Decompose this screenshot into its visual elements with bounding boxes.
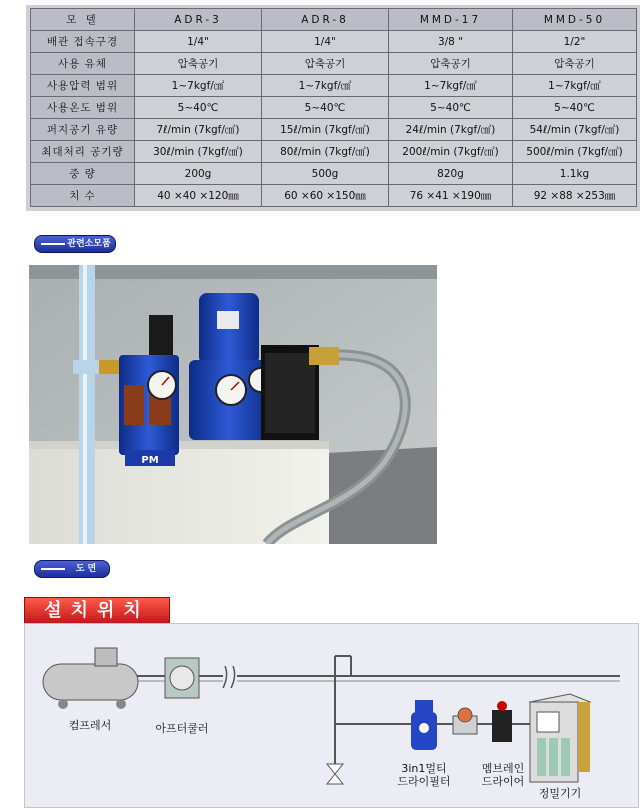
- spec-value: 76 ×41 ×190㎜: [389, 185, 513, 207]
- multi-dry-filter-icon: [411, 700, 437, 750]
- spec-table-panel: [26, 5, 640, 211]
- model-header-label: 모 델: [31, 9, 135, 31]
- spec-value: 1~7kgf/㎠: [262, 75, 389, 97]
- small-filter-unit-icon: [453, 708, 477, 734]
- product-photo: [29, 265, 437, 544]
- spec-value: 압축공기: [262, 53, 389, 75]
- spec-row: [31, 119, 637, 141]
- spec-row-label: 사용온도 범위: [31, 97, 135, 119]
- spec-row-label: 중 량: [31, 163, 135, 185]
- model-name: ADR-8: [262, 9, 389, 31]
- spec-row: [31, 141, 637, 163]
- spec-value: 200g: [135, 163, 262, 185]
- install-diagram-svg: [25, 624, 638, 807]
- compressor-icon: [43, 648, 138, 709]
- spec-value: 1~7kgf/㎠: [135, 75, 262, 97]
- accessories-label-text: 관련소모품: [67, 239, 111, 249]
- spec-value: 압축공기: [135, 53, 262, 75]
- precision-equipment-label: 정밀기기: [538, 787, 582, 800]
- spec-row-label: 배관 접속구경: [31, 31, 135, 53]
- spec-value: 1~7kgf/㎠: [389, 75, 513, 97]
- spec-value: 1/4": [262, 31, 389, 53]
- spec-row: [31, 75, 637, 97]
- spec-value: 24ℓ/min (7kgf/㎠): [389, 119, 513, 141]
- spec-value: 820g: [389, 163, 513, 185]
- multi-dry-filter-label: 3in1멀티 드라이필터: [397, 762, 451, 788]
- install-position-title: 설치위치: [24, 597, 170, 625]
- spec-table-body: [31, 9, 637, 207]
- spec-row: [31, 185, 637, 207]
- spec-row-label: 사용압력 범위: [31, 75, 135, 97]
- spec-value: 30ℓ/min (7kgf/㎠): [135, 141, 262, 163]
- spec-value: 1.1kg: [513, 163, 637, 185]
- membrane-dryer-icon: [492, 701, 512, 742]
- spec-row-label: 치 수: [31, 185, 135, 207]
- spec-value: 7ℓ/min (7kgf/㎠): [135, 119, 262, 141]
- spec-value: 54ℓ/min (7kgf/㎠): [513, 119, 637, 141]
- precision-equipment-icon: [530, 694, 590, 782]
- spec-value: 3/8 ": [389, 31, 513, 53]
- installed-dryer-illustration: [29, 265, 437, 544]
- spec-row-label: 최대처리 공기량: [31, 141, 135, 163]
- spec-value: 5~40℃: [389, 97, 513, 119]
- aftercooler-label: 아프터쿨러: [155, 722, 209, 735]
- drawing-label-text: 도 면: [75, 564, 97, 574]
- model-header-row: [31, 9, 637, 31]
- model-name: MMD-17: [389, 9, 513, 31]
- spec-row: [31, 31, 637, 53]
- spec-value: 80ℓ/min (7kgf/㎠): [262, 141, 389, 163]
- drain-valve-icon: [327, 764, 343, 784]
- spec-value: 1/2": [513, 31, 637, 53]
- spec-value: 1/4": [135, 31, 262, 53]
- spec-value: 60 ×60 ×150㎜: [262, 185, 389, 207]
- spec-value: 40 ×40 ×120㎜: [135, 185, 262, 207]
- spec-row: [31, 163, 637, 185]
- spec-table: [30, 8, 637, 207]
- spec-value: 압축공기: [513, 53, 637, 75]
- accessories-section-label: [34, 235, 116, 253]
- model-name: ADR-3: [135, 9, 262, 31]
- spec-value: 5~40℃: [135, 97, 262, 119]
- spec-value: 5~40℃: [262, 97, 389, 119]
- membrane-dryer-label: 멤브레인 드라이어: [481, 762, 525, 788]
- spec-row: [31, 53, 637, 75]
- brand-logo-text: PM: [141, 455, 159, 466]
- install-diagram: [24, 623, 639, 808]
- drawing-section-label: [34, 560, 110, 578]
- aftercooler-icon: [165, 658, 199, 698]
- model-name: MMD-50: [513, 9, 637, 31]
- spec-value: 5~40℃: [513, 97, 637, 119]
- spec-value: 압축공기: [389, 53, 513, 75]
- compressor-label: 컴프레서: [68, 719, 112, 732]
- spec-value: 15ℓ/min (7kgf/㎠): [262, 119, 389, 141]
- spec-value: 200ℓ/min (7kgf/㎠): [389, 141, 513, 163]
- spec-row-label: 퍼지공기 유량: [31, 119, 135, 141]
- spec-row-label: 사용 유체: [31, 53, 135, 75]
- spec-value: 500ℓ/min (7kgf/㎠): [513, 141, 637, 163]
- spec-value: 92 ×88 ×253㎜: [513, 185, 637, 207]
- spec-row: [31, 97, 637, 119]
- spec-value: 1~7kgf/㎠: [513, 75, 637, 97]
- spec-value: 500g: [262, 163, 389, 185]
